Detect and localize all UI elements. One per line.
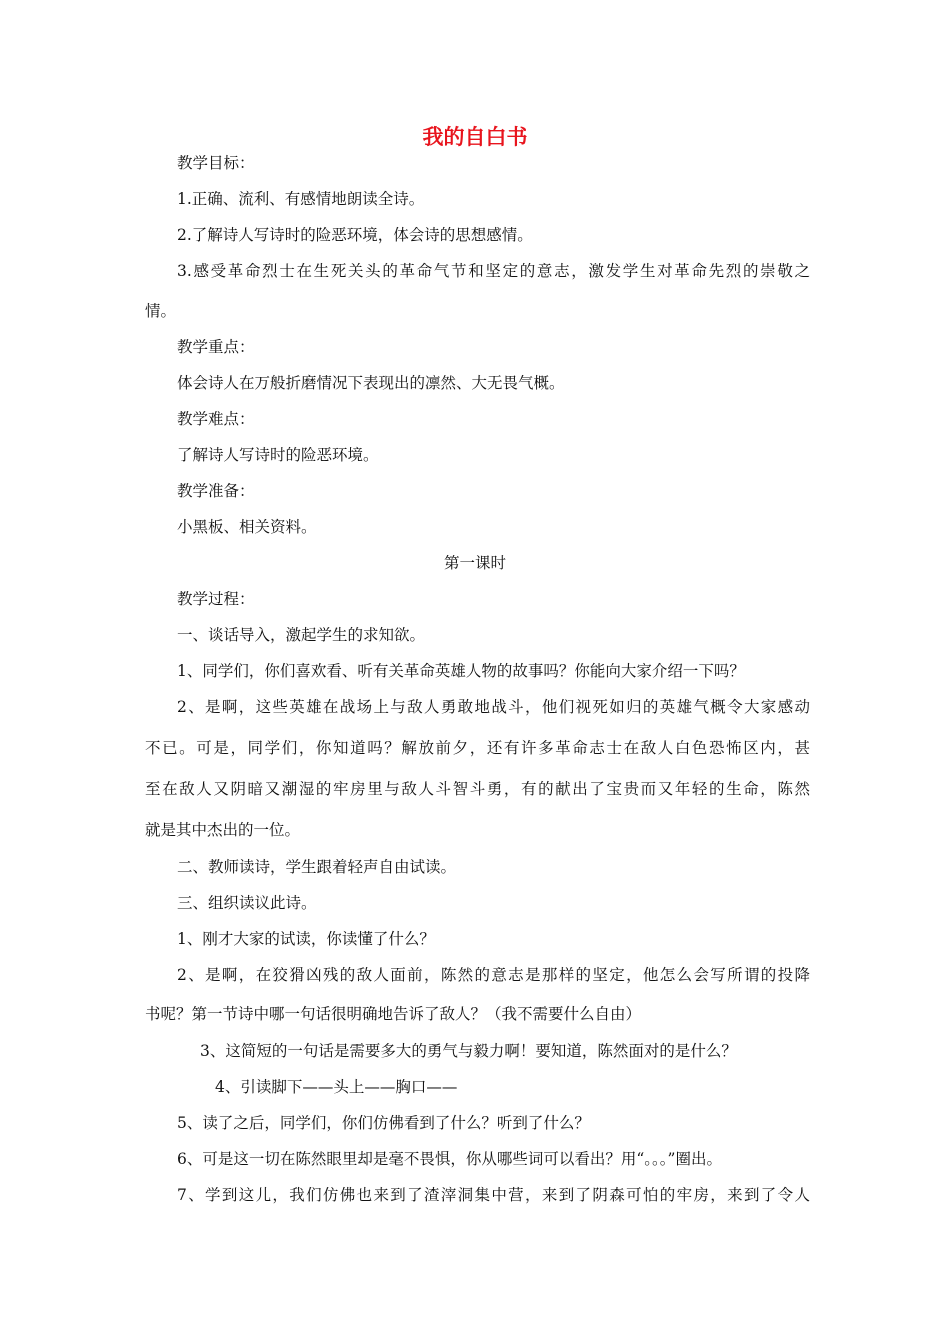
process-item: 2、是啊，在狡猾凶残的敌人面前，陈然的意志是那样的坚定，他怎么会写所谓的投降 — [177, 966, 810, 984]
section-heading-difficulties: 教学难点： — [177, 410, 255, 428]
process-item: 6、可是这一切在陈然眼里却是毫不畏惧，你从哪些词可以看出？用“。。。”圈出。 — [177, 1150, 722, 1168]
process-step-1-heading: 一、谈话导入，激起学生的求知欲。 — [177, 626, 426, 644]
process-item: 1、同学们，你们喜欢看、听有关革命英雄人物的故事吗？你能向大家介绍一下吗？ — [177, 662, 745, 680]
process-item: 5、读了之后，同学们，你们仿佛看到了什么？听到了什么？ — [177, 1114, 590, 1132]
key-points-text: 体会诗人在万般折磨情况下表现出的凛然、大无畏气概。 — [177, 374, 565, 392]
section-heading-key-points: 教学重点： — [177, 338, 255, 356]
section-heading-objectives: 教学目标： — [177, 154, 255, 172]
section-heading-preparation: 教学准备： — [177, 482, 255, 500]
process-step-3-heading: 三、组织读议此诗。 — [177, 894, 317, 912]
document-title: 我的自白书 — [422, 125, 528, 149]
preparation-text: 小黑板、相关资料。 — [177, 518, 317, 536]
process-item-continued: 至在敌人又阴暗又潮湿的牢房里与敌人斗智斗勇，有的献出了宝贵而又年轻的生命，陈然 — [145, 780, 810, 798]
process-item: 3、这简短的一句话是需要多大的勇气与毅力啊！要知道，陈然面对的是什么？ — [200, 1042, 737, 1060]
objective-item-3-continued: 情。 — [145, 302, 177, 320]
difficulties-text: 了解诗人写诗时的险恶环境。 — [177, 446, 379, 464]
process-item-continued: 就是其中杰出的一位。 — [145, 821, 301, 839]
process-item: 2、是啊，这些英雄在战场上与敌人勇敢地战斗，他们视死如归的英雄气概令大家感动 — [177, 698, 810, 716]
lesson-period-heading: 第一课时 — [443, 554, 506, 572]
objective-item-1: 1.正确、流利、有感情地朗读全诗。 — [177, 190, 425, 208]
process-step-2-heading: 二、教师读诗，学生跟着轻声自由试读。 — [177, 858, 457, 876]
objective-item-2: 2.了解诗人写诗时的险恶环境，体会诗的思想感情。 — [177, 226, 533, 244]
process-item: 4、引读脚下——头上——胸口—— — [215, 1078, 458, 1096]
section-heading-process: 教学过程： — [177, 590, 255, 608]
process-item-continued: 书呢？第一节诗中哪一句话很明确地告诉了敌人？（我不需要什么自由） — [145, 1005, 642, 1023]
objective-item-3: 3.感受革命烈士在生死关头的革命气节和坚定的意志，激发学生对革命先烈的崇敬之 — [177, 262, 810, 280]
process-item: 1、刚才大家的试读，你读懂了什么？ — [177, 930, 435, 948]
process-item: 7、学到这儿，我们仿佛也来到了渣滓洞集中营，来到了阴森可怕的牢房，来到了令人 — [177, 1186, 810, 1204]
process-item-continued: 不已。可是，同学们，你知道吗？解放前夕，还有许多革命志士在敌人白色恐怖区内，甚 — [145, 739, 810, 757]
